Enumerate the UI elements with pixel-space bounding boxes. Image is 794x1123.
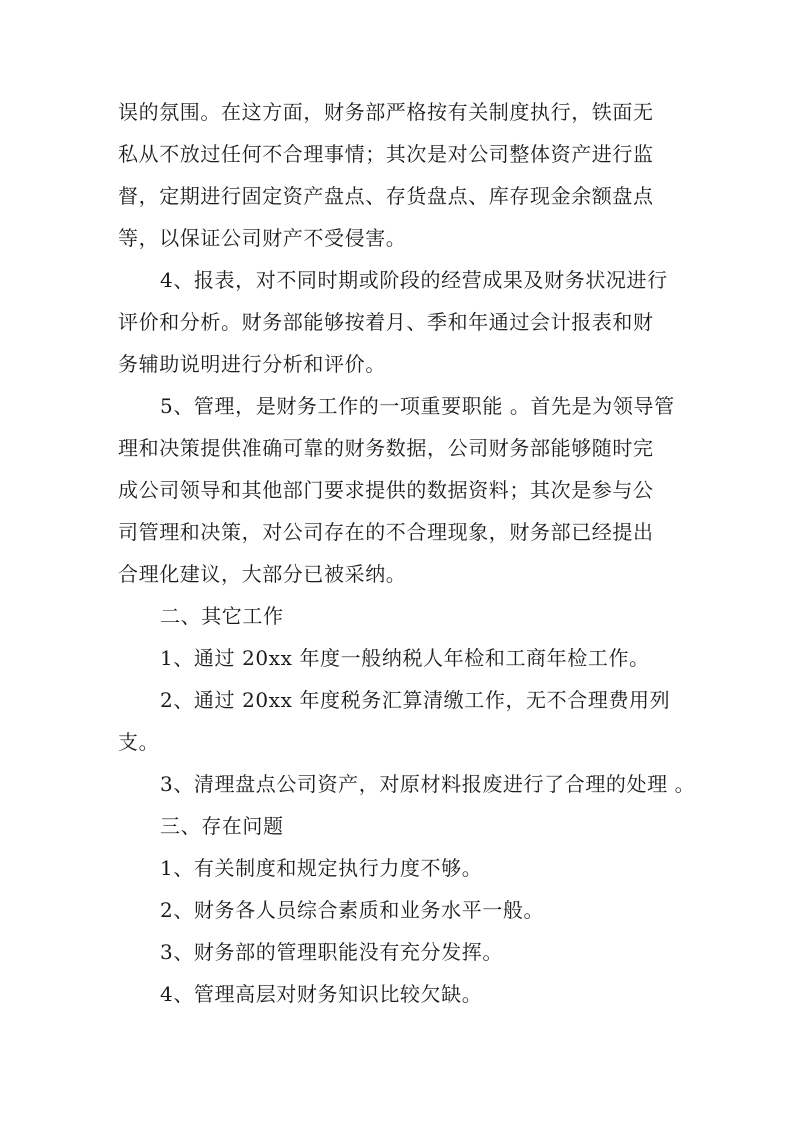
paragraph-line: 评价和分析。财务部能够按着月、季和年通过会计报表和财	[118, 310, 654, 334]
list-item: 3、财务部的管理职能没有充分发挥。	[160, 940, 503, 964]
paragraph-line: 成公司领导和其他部门要求提供的数据资料；其次是参与公	[118, 478, 654, 502]
list-item: 1、有关制度和规定执行力度不够。	[160, 856, 483, 880]
list-item: 4、管理高层对财务知识比较欠缺。	[160, 982, 483, 1006]
paragraph-line: 私从不放过任何不合理事情；其次是对公司整体资产进行监	[118, 142, 654, 166]
list-item: 2、财务各人员综合素质和业务水平一般。	[160, 898, 545, 922]
paragraph-line: 理和决策提供准确可靠的财务数据，公司财务部能够随时完	[118, 436, 654, 460]
list-item-continuation: 支。	[118, 730, 160, 754]
paragraph-line: 务辅助说明进行分析和评价。	[118, 352, 386, 376]
paragraph-line: 合理化建议，大部分已被采纳。	[118, 562, 407, 586]
item-4-line: 4、报表，对不同时期或阶段的经营成果及财务状况进行	[160, 268, 668, 292]
paragraph-line: 等，以保证公司财产不受侵害。	[118, 226, 407, 250]
section-heading-other-work: 二、其它工作	[160, 604, 284, 628]
list-item: 1、通过 20xx 年度一般纳税人年检和工商年检工作。	[160, 646, 650, 670]
list-item: 2、通过 20xx 年度税务汇算清缴工作，无不合理费用列	[160, 688, 671, 712]
item-5-line: 5、管理，是财务工作的一项重要职能 。首先是为领导管	[160, 394, 675, 418]
paragraph-line: 督，定期进行固定资产盘点、存货盘点、库存现金余额盘点	[118, 184, 654, 208]
paragraph-line: 误的氛围。在这方面，财务部严格按有关制度执行，铁面无	[118, 100, 654, 124]
list-item: 3、清理盘点公司资产，对原材料报废进行了合理的处理 。	[160, 772, 696, 796]
paragraph-line: 司管理和决策，对公司存在的不合理现象，财务部已经提出	[118, 520, 654, 544]
section-heading-issues: 三、存在问题	[160, 814, 284, 838]
